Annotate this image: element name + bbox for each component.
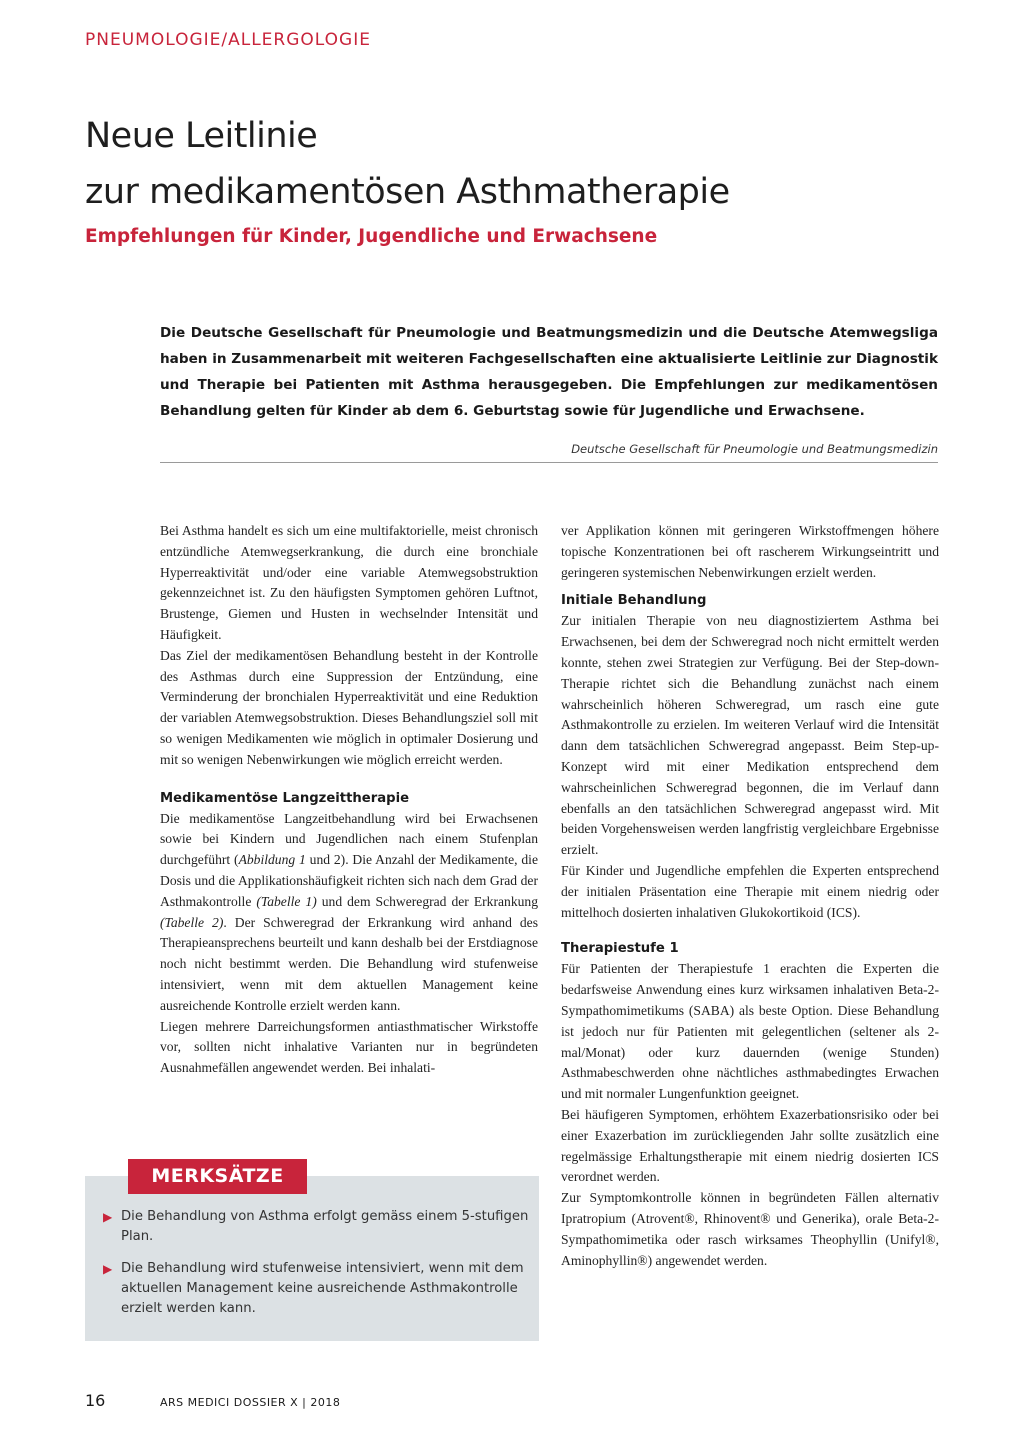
table-reference: (Tabelle 2) (160, 914, 224, 930)
article-subtitle: Empfehlungen für Kinder, Jugendliche und Erwachsene (85, 226, 658, 247)
section-heading-therapiestufe-1: Therapiestufe 1 (561, 941, 679, 957)
paragraph: Bei häufigeren Symptomen, erhöhtem Exazerbationsrisiko oder bei einer Exazerbation im zurückliegenden Jahr sollte zusätzlich eine regelmässige Erhaltungstherapie mit einem niedrig dosierten ICS verordnet werden. (561, 1106, 939, 1185)
triangle-bullet-icon: ▶ (103, 1210, 113, 1224)
paragraph: Zur initialen Therapie von neu diagnostiziertem Asthma bei Erwachsenen, bei dem der Schweregrad noch nicht ermittelt werden konnte, stehen zwei Strategien zur Verfügung. Bei der Step-down-Therapie richtet sich die Behandlung zunächst nach einem wahrscheinlich höheren Schweregrad, um rasch eine gute Asthmakontrolle zu erzielen. Im weiteren Verlauf wird die Intensität dann dem tatsächlichen Schweregrad angepasst. Beim Step-up-Konzept wird mit einer Medikation entsprechend dem wahrscheinlichen Schweregrad begonnen, die im Verlauf dann ebenfalls an den tatsächlichen Schweregrad angepasst wird. Mit beiden Vorgehensweisen werden langfristig vergleichbare Ergebnisse erzielt. (561, 613, 939, 858)
divider (160, 462, 938, 463)
title-line-1: Neue Leitlinie (85, 116, 318, 156)
paragraph: Das Ziel der medikamentösen Behandlung besteht in der Kontrolle des Asthmas durch eine Suppression der Entzündung, eine Verminderung der bronchialen Hyperreaktivität und eine Reduktion der variablen Atemwegsobstruktion. Dieses Behandlungsziel soll mit so wenigen Medikamenten wie möglich in optimaler Dosierung und mit so wenigen Nebenwirkungen wie möglich erreicht werden. (160, 647, 538, 767)
paragraph: Bei Asthma handelt es sich um eine multifaktorielle, meist chronisch entzündliche Atemwegserkrankung, die durch eine bronchiale Hyperreaktivität und/oder eine variable Atemwegsobstruktion gekennzeichnet ist. Zu den häufigsten Symptomen gehören Luftnot, Brustenge, Giemen und Husten in wechselnder Intensität und Häufigkeit. (160, 523, 538, 642)
figure-reference: Abbildung 1 (238, 852, 306, 868)
magazine-name: ARS MEDICI DOSSIER X | 2018 (160, 1396, 341, 1409)
paragraph: ver Applikation können mit geringeren Wirkstoffmengen höhere topische Konzentrationen bei oft rascherem Wirkungseintritt und geringeren systemischen Nebenwirkungen erzielt werden. (561, 523, 939, 580)
section-heading-initiale-behandlung: Initiale Behandlung (561, 593, 707, 609)
title-line-2: zur medikamentösen Asthmatherapie (85, 172, 730, 212)
list-item: ▶ Die Behandlung von Asthma erfolgt gemäss einem 5-stufigen Plan. (103, 1209, 529, 1244)
section-heading-langzeittherapie: Medikamentöse Langzeittherapie (160, 790, 410, 806)
paragraph: Liegen mehrere Darreichungsformen antiasthmatischer Wirkstoffe vor, sollten nicht inhalative Varianten nur in begründeten Ausnahmefällen angewendet werden. Bei inhalati- (160, 1018, 538, 1076)
list-item: ▶ Die Behandlung wird stufenweise intensiviert, wenn mit dem aktuellen Management keine ausreichende Asthmakontrolle erzielt werden kann. (103, 1261, 524, 1316)
merksaetze-list (103, 1207, 533, 1331)
right-column (561, 521, 939, 1271)
left-column (160, 521, 538, 1079)
lead-source: Deutsche Gesellschaft für Pneumologie und Beatmungsmedizin (571, 442, 938, 456)
paragraph: Zur Symptomkontrolle können in begründeten Fällen alternativ Ipratropium (Atrovent®, Rhinovent® und Generika), orale Beta-2-Sympathomimetika oder rasch wirksames Theophyllin (Unifyl®, Aminophyllin®) angewendet werden. (561, 1190, 939, 1268)
merksaetze-title: MERKSÄTZE (128, 1159, 307, 1194)
paragraph: Die medikamentöse Langzeitbehandlung wird bei Erwachsenen sowie bei Kindern und Jugendlichen nach einem Stufenplan durchgeführt (Abbildung 1 und 2). Die Anzahl der Medikamente, die Dosis und die Applikationshäufigkeit richten sich nach dem Grad der Asthmakontrolle (Tabelle 1) und dem Schweregrad der Erkrankung (Tabelle 2). Der Schweregrad der Erkrankung wird anhand des Therapieansprechens beurteilt und kann deshalb bei der Erstdiagnose noch nicht bestimmt werden. Die Behandlung wird stufenweise intensiviert, wenn mit dem aktuellen Management keine ausreichende Kontrolle erzielt werden kann. (160, 810, 539, 1013)
lead-paragraph: Die Deutsche Gesellschaft für Pneumologie und Beatmungsmedizin und die Deutsche Atemwegsliga haben in Zusammenarbeit mit weiteren Fachgesellschaften eine aktualisierte Leitlinie zur Diagnostik und Therapie bei Patienten mit Asthma herausgegeben. Die Empfehlungen zur medikamentösen Behandlung gelten für Kinder ab dem 6. Geburtstag sowie für Jugendliche und Erwachsene. (160, 325, 938, 419)
paragraph: Für Patienten der Therapiestufe 1 erachten die Experten die bedarfsweise Anwendung eines kurz wirksamen inhalativen Beta-2-Sympathomimetikums (SABA) als beste Option. Diese Behandlung ist jedoch nur für Patienten mit gelegentlichen (seltener als 2-mal/Monat) oder kurz dauernden (wenige Stunden) Asthmabeschwerden ohne nächtliches asthmabedingtes Erwachen und mit normaler Lungenfunktion geeignet. (561, 961, 939, 1102)
triangle-bullet-icon: ▶ (103, 1262, 113, 1276)
section-label: PNEUMOLOGIE/ALLERGOLOGIE (85, 30, 371, 50)
article-title (85, 108, 730, 220)
paragraph: Für Kinder und Jugendliche empfehlen die Experten entsprechend der initialen Präsentation eine Therapie mit einem niedrig oder mittelhoch dosierten inhalativen Glukokortikoid (ICS). (561, 862, 939, 920)
page-number: 16 (85, 1391, 106, 1410)
table-reference: (Tabelle 1) (256, 893, 317, 909)
